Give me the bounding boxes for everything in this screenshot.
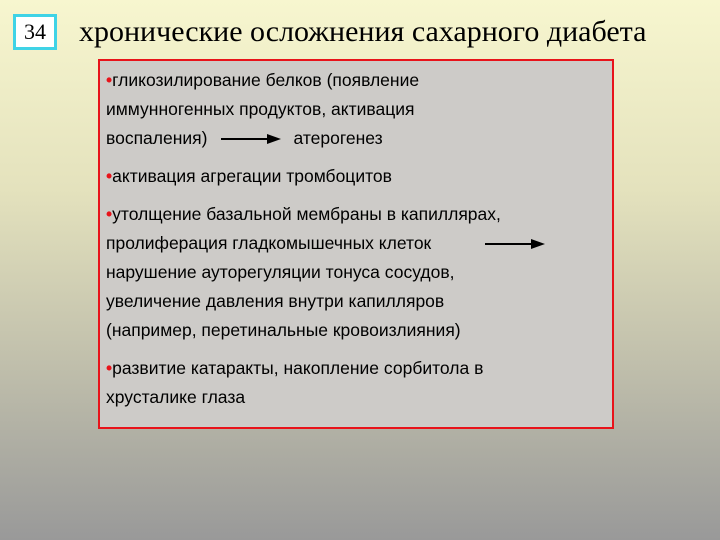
list-item-text: утолщение базальной мембраны в капиллярах, (112, 204, 501, 224)
list-item-text: гликозилирование белков (появление (112, 70, 420, 90)
list-item-line: (например, перетинальные кровоизлияния) (106, 320, 461, 340)
content-panel (98, 59, 614, 429)
bullet-icon: • (106, 204, 113, 224)
list-item-line (106, 66, 604, 95)
slide-title: хронические осложнения сахарного диабета (79, 15, 647, 48)
arrow-right-icon (483, 237, 547, 251)
bullet-icon: • (106, 166, 113, 186)
bullet-icon: • (106, 358, 113, 378)
list-item-line: увеличение давления внутри капилляров (106, 291, 445, 311)
list-item-text: развитие катаракты, накопление сорбитола в (112, 358, 484, 378)
list-item-line (106, 200, 604, 229)
list-item-line (106, 162, 604, 191)
list-item-text: активация агрегации тромбоцитов (112, 166, 392, 186)
list-item-line: хрусталике глаза (106, 387, 246, 407)
list-item-line (106, 354, 604, 383)
list-item-line (106, 124, 604, 153)
list-item-line: нарушение ауторегуляции тонуса сосудов, (106, 262, 455, 282)
bullet-icon: • (106, 70, 113, 90)
list-item (106, 200, 604, 345)
list-item-line (106, 229, 604, 258)
list-item (106, 66, 604, 153)
arrow-target-text: атерогенез (293, 128, 383, 148)
arrow-right-icon (219, 132, 283, 146)
list-item (106, 354, 604, 412)
list-item-line: иммунногенных продуктов, активация (106, 99, 415, 119)
list-item (106, 162, 604, 191)
list-item-text: пролиферация гладкомышечных клеток (106, 233, 432, 253)
slide-number: 34 (13, 14, 57, 50)
list-item-text: воспаления) (106, 128, 208, 148)
